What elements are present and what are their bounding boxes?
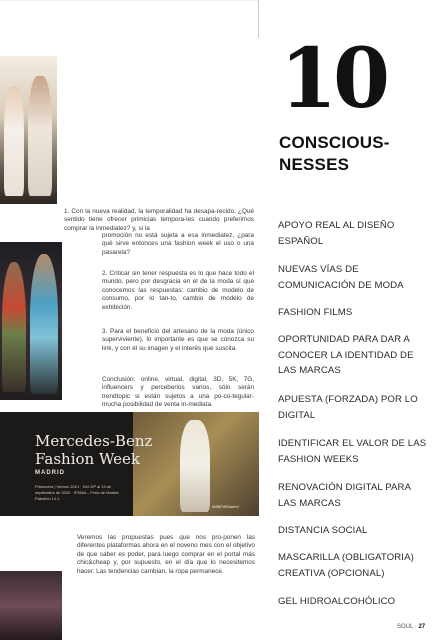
mbfw-banner <box>0 412 259 516</box>
model-figure <box>28 76 52 196</box>
page-folio: SOUL · 27 <box>397 624 426 630</box>
runway-photo-top <box>0 56 57 204</box>
headline-line2: NESSES <box>279 155 350 174</box>
list-item: GEL HIDROALCOHÓLICO <box>278 596 396 607</box>
paragraph-conclusion: Conclusión: online, virtual, digital, 3D, 5K, 7G, influencers y perceberios varios, sólo serán trendtopic si están sujetos a una po-co-tegular-mucha posibilidad de venta in-mediata. <box>102 376 254 409</box>
model-figure <box>180 420 210 512</box>
page-number: 27 <box>418 624 426 630</box>
list-item: MASCARILLA (OBLIGATORIA) CREATIVA (OPCIONAL) <box>278 552 414 579</box>
list-item: OPORTUNIDAD PARA DAR A CONOCER LA IDENTIDAD DE LAS MARCAS <box>278 334 414 376</box>
paragraph-3: 3. Para el beneficio del artesano de la moda (único superviviente), lo importante es que se conozca su link, y con él su imagen y el interés que suscita. <box>102 328 254 352</box>
banner-hashtag: #MBFWMadrid <box>212 504 239 509</box>
runway-photo-middle <box>0 242 62 400</box>
section-number: 10 <box>280 31 387 127</box>
banner-brand-line1: Mercedes-Benz <box>35 432 153 450</box>
list-item: DISTANCIA SOCIAL <box>278 525 368 536</box>
list-item: FASHION FILMS <box>278 307 353 318</box>
model-figure <box>2 262 26 392</box>
column-divider <box>258 0 259 38</box>
headline-line1: CONSCIOUS- <box>279 133 390 152</box>
magazine-name: SOUL <box>397 624 414 630</box>
list-item: IDENTIFICAR EL VALOR DE LAS FASHION WEEKS <box>278 438 427 465</box>
paragraph-2: 2. Criticar sin tener respuesta es lo que hace todo el mundo, pero por desgracia en el de la moda sí que conocemos las respuestas: cambio de modelo de consumo, por lo tan-to, cambio de modelo de exhibición. <box>102 270 254 311</box>
list-item: APUESTA (FORZADA) POR LO DIGITAL <box>278 394 418 421</box>
list-item: NUEVAS VÍAS DE COMUNICACIÓN DE MODA <box>278 264 404 291</box>
section-headline <box>279 132 390 176</box>
banner-brand-line2: Fashion Week <box>35 450 140 468</box>
paragraph-1-intro: 1. Con la nueva realidad, la temporalidad ha desapa-recido. ¿Qué sentido tiene ofrecer primicias tempora-les cuando preferimos comprar la inmediatez? y, si la <box>64 208 254 232</box>
paragraph-closing: Veremos las propuestas pues que nos pro-ponen las diferentes plataformas ahora en el noveno mes con el objetivo de que saber es poder, para luego comprar en el portal más chic&cheap y, por supuesto, en el día que lo necesitemos hacer. Las tendencias cambian, la ropa permanece. <box>77 534 255 575</box>
runway-photo-bottom <box>0 571 62 640</box>
list-item: APOYO REAL AL DISEÑO ESPAÑOL <box>278 220 395 247</box>
banner-city: MADRID <box>35 470 65 476</box>
paragraph-1-continued: promoción no está sujeta a esa inmediatez, ¿para qué sirve entonces una fashion week el uso o una pasarela? <box>102 232 254 256</box>
top-rule <box>0 0 258 1</box>
model-figure <box>4 86 24 196</box>
banner-dates: Primavera | Verano 2021 · Del 10ª al 13 de septiembre de 2020 · IFEMA – Feria de Madrid. Pabellón 14.1 <box>35 484 120 501</box>
model-figure <box>30 254 58 394</box>
list-item: RENOVACIÓN DIGITAL PARA LAS MARCAS <box>278 482 411 509</box>
